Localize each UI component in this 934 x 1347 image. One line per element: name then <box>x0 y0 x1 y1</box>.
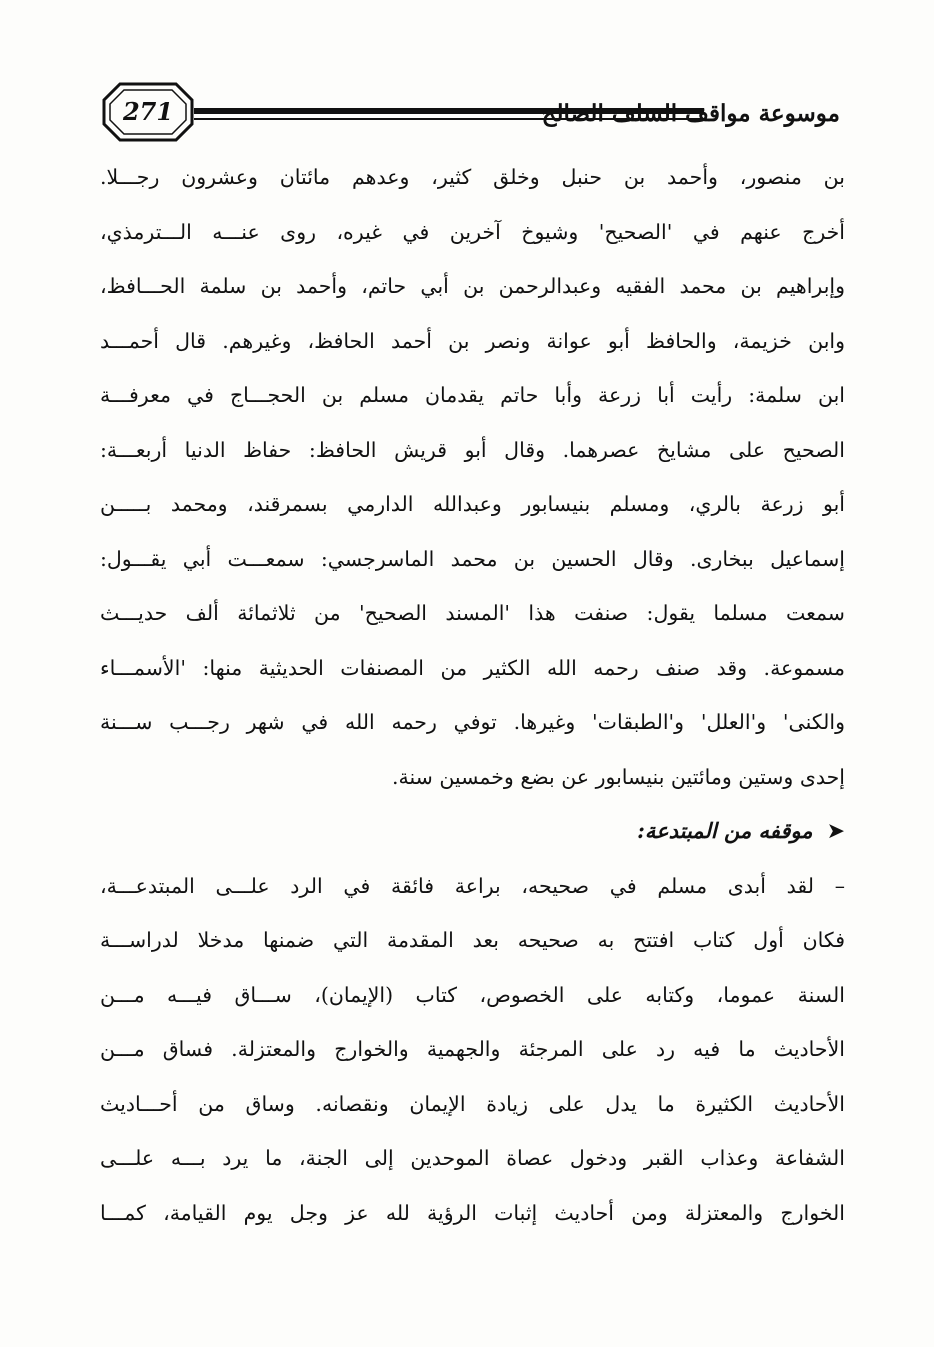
text-line: أخرج عنهم في 'الصحيح' وشيوخ آخرين في غيره، روى عنـــه الـــترمذي، <box>100 219 845 244</box>
text-line: الأحاديث الكثيرة ما يدل على زيادة الإيمان ونقصانه. وساق من أحـــاديث <box>100 1091 845 1116</box>
page-header <box>100 78 840 148</box>
text-line: أبو زرعة بالري، ومسلم بنيسابور وعبدالله الدارمي بسمرقند، ومحمد بـــــن <box>100 492 845 516</box>
text-line: فكان أول كتاب افتتح به صحيحه بعد المقدمة التي ضمنها مدخلا لدراســـة <box>100 928 845 952</box>
page-number: 271 <box>122 97 174 126</box>
text-line: الخوارج والمعتزلة ومن أحاديث إثبات الرؤية لله عز وجل يوم القيامة، كمـــا <box>100 1200 845 1225</box>
section-heading <box>100 804 845 859</box>
text-line: سمعت مسلما يقول: صنفت هذا 'المسند الصحيح' من ثلاثمائة ألف حديـــث <box>100 601 845 625</box>
text-line: الأحاديث ما فيه رد على المرجئة والجهمية والخوارج والمعتزلة. فساق مـــن <box>100 1037 845 1061</box>
text-line: إحدى وستين ومائتين بنيسابور عن بضع وخمسين سنة. <box>391 764 845 789</box>
text-line: إسماعيل ببخارى. وقال الحسين بن محمد الماسرجسي: سمعـــت أبي يقـــول: <box>100 546 845 571</box>
text-line: بن منصور، وأحمد بن حنبل وخلق كثير، وعدهم مائتان وعشرون رجـــلا. <box>100 165 845 189</box>
text-line: الشفاعة وعذاب القبر ودخول عصاة الموحدين إلى الجنة، ما يرد بـــه علـــى <box>100 1146 845 1170</box>
body-text <box>100 150 845 1240</box>
text-line: وإبراهيم بن محمد الفقيه وعبدالرحمن بن أبي حاتم، وأحمد بن سلمة الحـــافظ، <box>100 274 845 298</box>
text-line: – لقد أبدى مسلم في صحيحه، براعة فائقة في الرد علـــى المبتدعـــة، <box>100 873 845 898</box>
page-number-badge <box>100 80 196 144</box>
text-line: ابن سلمة: رأيت أبا زرعة وأبا حاتم يقدمان مسلم بن الحجـــاج في معرفـــة <box>100 383 845 407</box>
text-line: وابن خزيمة، والحافظ أبو عوانة ونصر بن أحمد الحافظ، وغيرهم. قال أحمـــد <box>100 328 845 353</box>
text-line: والكنى' و'العلل' و'الطبقات' وغيرها. توفي رحمه الله في شهر رجـــب ســـنة <box>100 710 845 734</box>
section-heading-text: موقفه من المبتدعة: <box>637 818 813 843</box>
text-line: مسموعة. وقد صنف رحمه الله الكثير من المصنفات الحديثية منها: 'الأسمـــاء <box>100 655 845 680</box>
text-line: السنة عموما، وكتابه على الخصوص، كتاب (الإيمان)، ســـاق فيـــه مـــن <box>100 982 845 1007</box>
arrow-bullet-icon: ➤ <box>826 819 845 844</box>
book-title: موسوعة مواقف السلف الصالح <box>541 100 840 127</box>
text-line: الصحيح على مشايخ عصرهما. وقال أبو قريش الحافظ: حفاظ الدنيا أربعـــة: <box>100 437 845 462</box>
